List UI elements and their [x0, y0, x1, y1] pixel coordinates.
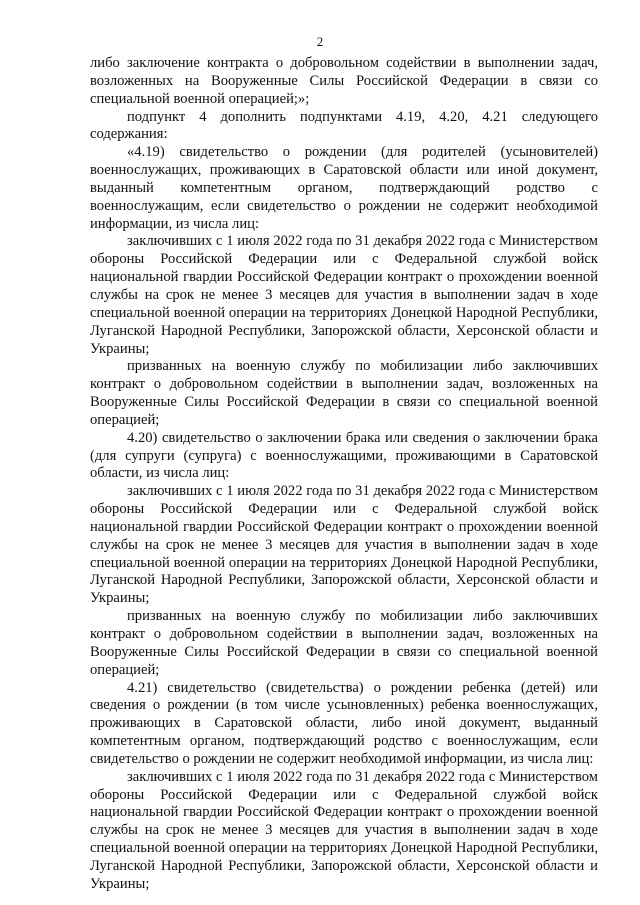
paragraph-4-21-contract: заключивших с 1 июля 2022 года по 31 декабря 2022 года с Министерством обороны Российской Федерации или с Федеральной службой войск национальной гвардии Российской Федерации контракт о прохождении военной службы на срок не менее 3 месяцев для участия в выполнении задач в ходе специальной военной операции на территориях Донецкой Народной Республики, Луганской Народной Республики, Запорожской области, Херсонской области и Украины;: [90, 768, 598, 892]
paragraph-4-19-contract: заключивших с 1 июля 2022 года по 31 декабря 2022 года с Министерством обороны Российской Федерации или с Федеральной службой войск национальной гвардии Российской Федерации контракт о прохождении военной службы на срок не менее 3 месяцев для участия в выполнении задач в ходе специальной военной операции на территориях Донецкой Народной Республики, Луганской Народной Республики, Запорожской области, Херсонской области и Украины;: [90, 233, 598, 357]
paragraph-amendment-intro: подпункт 4 дополнить подпунктами 4.19, 4.20, 4.21 следующего содержания:: [90, 108, 598, 143]
paragraph-4-20-mobilized: призванных на военную службу по мобилизации либо заключивших контракт о добровольном содействии в выполнении задач, возложенных на Вооруженные Силы Российской Федерации в связи со специальной военной операцией;: [90, 608, 598, 678]
paragraph-4-19-mobilized: призванных на военную службу по мобилизации либо заключивших контракт о добровольном содействии в выполнении задач, возложенных на Вооруженные Силы Российской Федерации в связи со специальной военной операцией;: [90, 358, 598, 428]
paragraph-4-19: «4.19) свидетельство о рождении (для родителей (усыновителей) военнослужащих, проживающих в Саратовской области или иной документ, выданный компетентным органом, подтверждающий родство с военнослужащим, если свидетельство о рождении не содержит необходимой информации, из числа лиц:: [90, 144, 598, 232]
paragraph-4-20: 4.20) свидетельство о заключении брака или сведения о заключении брака (для супруги (супруга) с военнослужащими, проживающими в Саратовской области, из числа лиц:: [90, 429, 598, 482]
paragraph-4-20-contract: заключивших с 1 июля 2022 года по 31 декабря 2022 года с Министерством обороны Российской Федерации или с Федеральной службой войск национальной гвардии Российской Федерации контракт о прохождении военной службы на срок не менее 3 месяцев для участия в выполнении задач в ходе специальной военной операции на территориях Донецкой Народной Республики, Луганской Народной Республики, Запорожской области, Херсонской области и Украины;: [90, 483, 598, 607]
page-number: 2: [316, 34, 324, 49]
paragraph-continuation: либо заключение контракта о добровольном содействии в выполнении задач, возложенных на Вооруженные Силы Российской Федерации в связи со специальной военной операцией;»;: [90, 55, 598, 107]
paragraph-4-21: 4.21) свидетельство (свидетельства) о рождении ребенка (детей) или сведения о рождении (в том числе усыновленных) ребенка военнослужащих, проживающих в Саратовской области, либо иной документ, выданный компетентным органом, подтверждающий родство с военнослужащим, если свидетельство о рождении не содержит необходимой информации, из числа лиц:: [90, 679, 598, 767]
document-body: [90, 55, 598, 894]
